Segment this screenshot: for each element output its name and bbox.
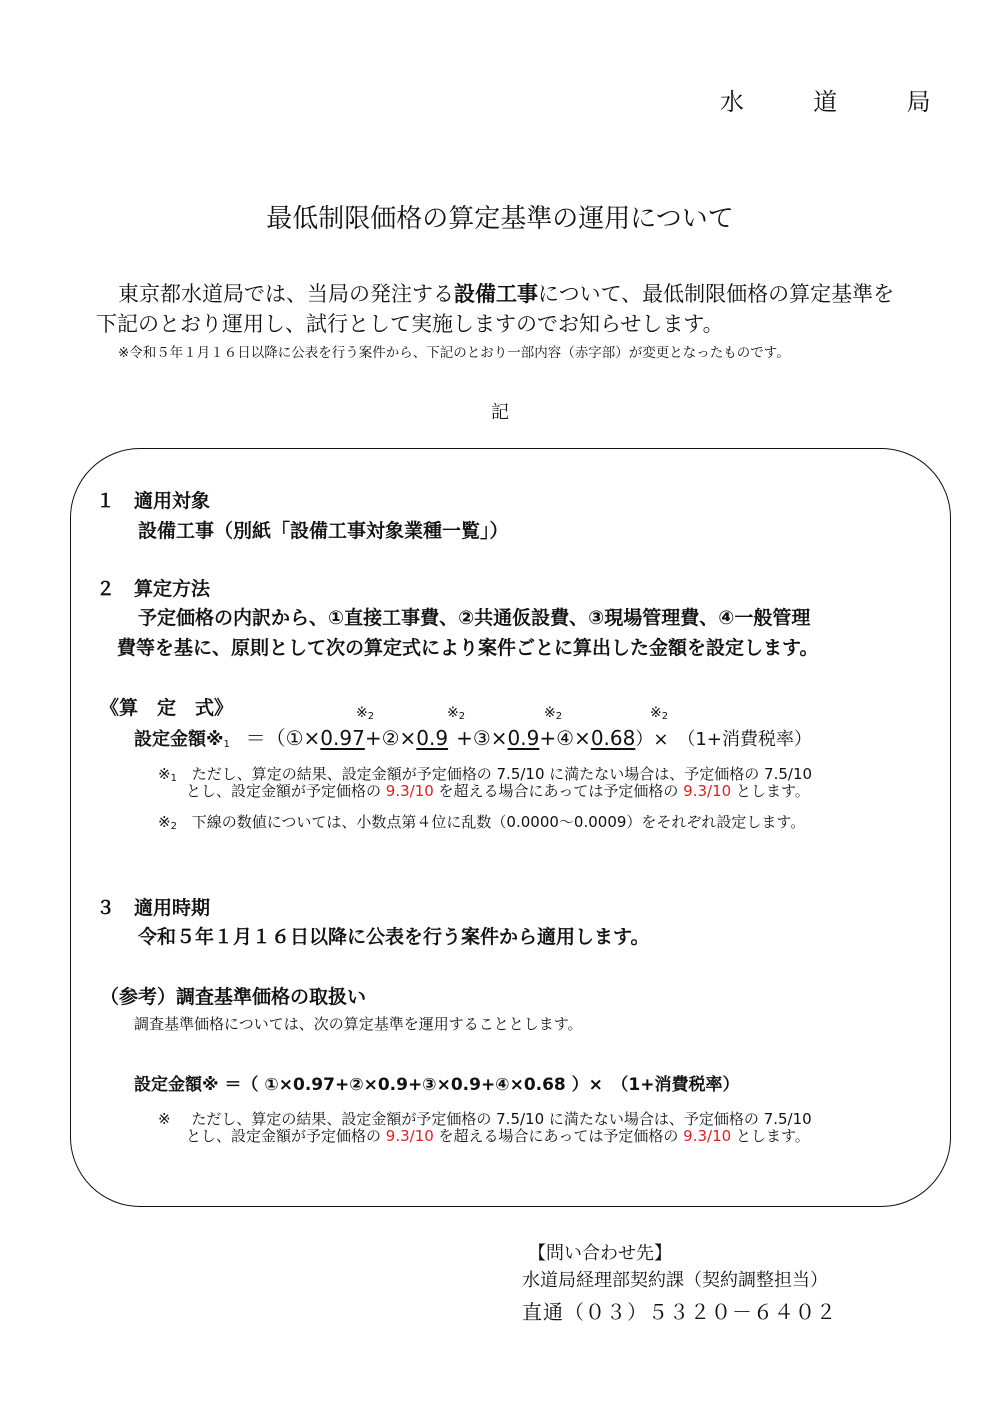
coef-3: 0.9 [507,726,540,750]
section3-heading: ３ 適用時期 [96,897,211,919]
changed-value: 9.3/10 [683,782,732,800]
reference-body: 調査基準価格については、次の算定基準を運用することとします。 [134,1015,583,1033]
coef-2: 0.9 [416,726,449,750]
contact-heading: 【問い合わせ先】 [528,1243,672,1264]
reference-heading: （参考）調査基準価格の取扱い [100,986,367,1008]
changed-value: 9.3/10 [683,1127,732,1145]
formula-lhs: 設定金額※ [134,729,224,750]
changed-value: 9.3/10 [385,1127,434,1145]
coef-1: 0.97 [320,726,365,750]
ki-label: 記 [491,402,509,423]
random-mark: $※_2$ [650,705,669,722]
intro-line-1 [118,278,894,308]
intro-text: 東京都水道局では、当局の発注する [118,282,454,306]
random-mark: $※_2$ [356,705,375,722]
section1-body: 設備工事（別紙「設備工事対象業種一覧」） [138,520,509,542]
issuer [720,82,931,117]
random-mark: $※_2$ [544,705,563,722]
changed-value: 9.3/10 [385,782,434,800]
issuer-char: 道 [813,88,838,116]
issuer-char: 局 [906,88,931,116]
intro-note: ※令和５年１月１６日以降に公表を行う案件から、下記のとおり一部内容（赤字部）が変更となったものです。 [118,345,790,361]
section3-body: 令和５年１月１６日以降に公表を行う案件から適用します。 [138,926,650,948]
intro-text: について、最低制限価格の算定基準を [538,282,895,306]
contact-department: 水道局経理部契約課（契約調整担当） [522,1270,828,1291]
section2-heading: ２ 算定方法 [96,578,211,600]
coef-4: 0.68 [590,726,636,750]
document-title: 最低制限価格の算定基準の運用について [266,204,734,234]
reference-note-line-1: ※ ただし、算定の結果、設定金額が予定価格の 7.5/10 に満たない場合は、予定価格の 7.5/10 [158,1110,812,1128]
issuer-char: 水 [720,88,744,116]
formula-eq: ＝（①× [245,726,321,750]
formula-tail: ）× （1+消費税率） [635,729,812,750]
note1-line-1: $※_1$ ただし、算定の結果、設定金額が予定価格の 7.5/10 に満たない場合は、予定価格の 7.5/10 [158,765,813,784]
contact-phone: 直通（０３）５３２０－６４０２ [522,1300,837,1324]
section1-heading: １ 適用対象 [96,490,211,512]
note2: $※_2$ 下線の数値については、小数点第４位に乱数（0.0000～0.0009）をそれぞれ設定します。 [158,813,806,832]
intro-bold-text: 設備工事 [454,282,538,306]
formula-line: 設定金額$※_1$ ＝（①×0.97+②×0.9 +③×0.9+④×0.68）× （1+消費税率） [134,726,812,750]
section2-body-1: 予定価格の内訳から、①直接工事費、②共通仮設費、③現場管理費、④一般管理 [138,607,811,629]
section2-body-2: 費等を基に、原則として次の算定式により案件ごとに算出した金額を設定します。 [117,637,819,659]
reference-formula: 設定金額※ ＝（ ①×0.97+②×0.9+③×0.9+④×0.68 ）× （1+消費税率） [134,1075,740,1095]
reference-note-line-2: とし、設定金額が予定価格の 9.3/10 を超える場合にあっては予定価格の 9.3/10 とします。 [186,1127,810,1145]
random-mark: $※_2$ [447,705,466,722]
formula-label: 《算 定 式》 [100,697,234,719]
note1-line-2: とし、設定金額が予定価格の 9.3/10 を超える場合にあっては予定価格の 9.3/10 とします。 [186,782,810,800]
intro-line-2: 下記のとおり運用し、試行として実施しますのでお知らせします。 [96,312,724,336]
